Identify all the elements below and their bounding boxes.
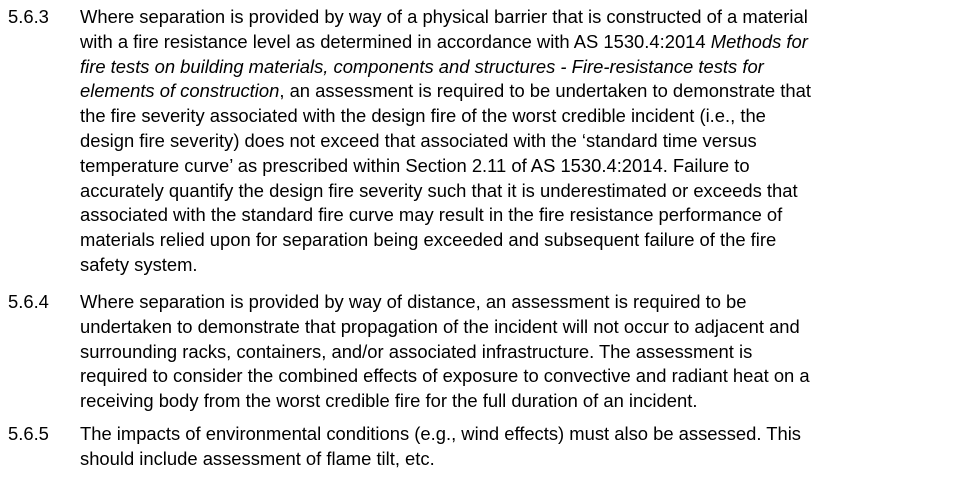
text-run: with a fire resistance level as determined in accordance with AS 1530.4:2014 [80,30,711,52]
text-line [80,315,948,340]
clause-text [80,5,948,278]
text-line [80,340,948,365]
text-line [80,154,948,179]
clause-5-6-4 [8,290,948,414]
clause-text [80,422,948,472]
text-run: the fire severity associated with the design fire of the worst credible incident (i.e., the [80,105,766,127]
text-run: Where separation is provided by way of a physical barrier that is constructed of a material [80,6,808,27]
text-run: required to consider the combined effects of exposure to convective and radiant heat on a [80,365,810,387]
text-run: Where separation is provided by way of distance, an assessment is required to be [80,291,747,312]
text-line [80,5,948,30]
text-line [80,228,948,253]
text-line [80,290,948,315]
italic-run: fire tests on building materials, components and structures - Fire-resistance tests for [80,55,764,77]
text-run: design fire severity) does not exceed that associated with the ‘standard time versus [80,129,757,151]
italic-run: Methods for [710,30,808,52]
text-run: The impacts of environmental conditions (e.g., wind effects) must also be assessed. This [80,423,801,444]
text-run: surrounding racks, containers, and/or associated infrastructure. The assessment is [80,340,753,362]
clause-text [80,290,948,414]
clause-number: 5.6.5 [8,423,49,444]
text-run: associated with the standard fire curve may result in the fire resistance performance of [80,204,783,226]
text-line [80,104,948,129]
text-run: materials relied upon for separation being exceeded and subsequent failure of the fire [80,229,777,251]
text-line [80,389,948,414]
clause-5-6-5 [8,422,948,472]
text-line [80,129,948,154]
text-line [80,447,948,472]
text-line [80,30,948,55]
text-line [80,55,948,80]
text-run: receiving body from the worst credible fire for the full duration of an incident. [80,390,698,412]
text-line [80,422,948,447]
text-line [80,179,948,204]
text-line [80,203,948,228]
text-run: should include assessment of flame tilt, etc. [80,447,435,469]
text-run: accurately quantify the design fire severity such that it is underestimated or exceeds that [80,179,798,201]
text-run: safety system. [80,253,198,275]
italic-run: elements of construction [80,80,280,102]
text-run: , an assessment is required to be undertaken to demonstrate that [279,80,811,102]
clause-number: 5.6.4 [8,291,49,312]
text-line [80,79,948,104]
clause-5-6-3 [8,5,948,278]
clause-number: 5.6.3 [8,6,49,27]
text-run: temperature curve’ as prescribed within Section 2.11 of AS 1530.4:2014. Failure to [80,154,750,176]
text-line [80,364,948,389]
text-line [80,253,948,278]
text-run: undertaken to demonstrate that propagation of the incident will not occur to adjacent and [80,315,800,337]
